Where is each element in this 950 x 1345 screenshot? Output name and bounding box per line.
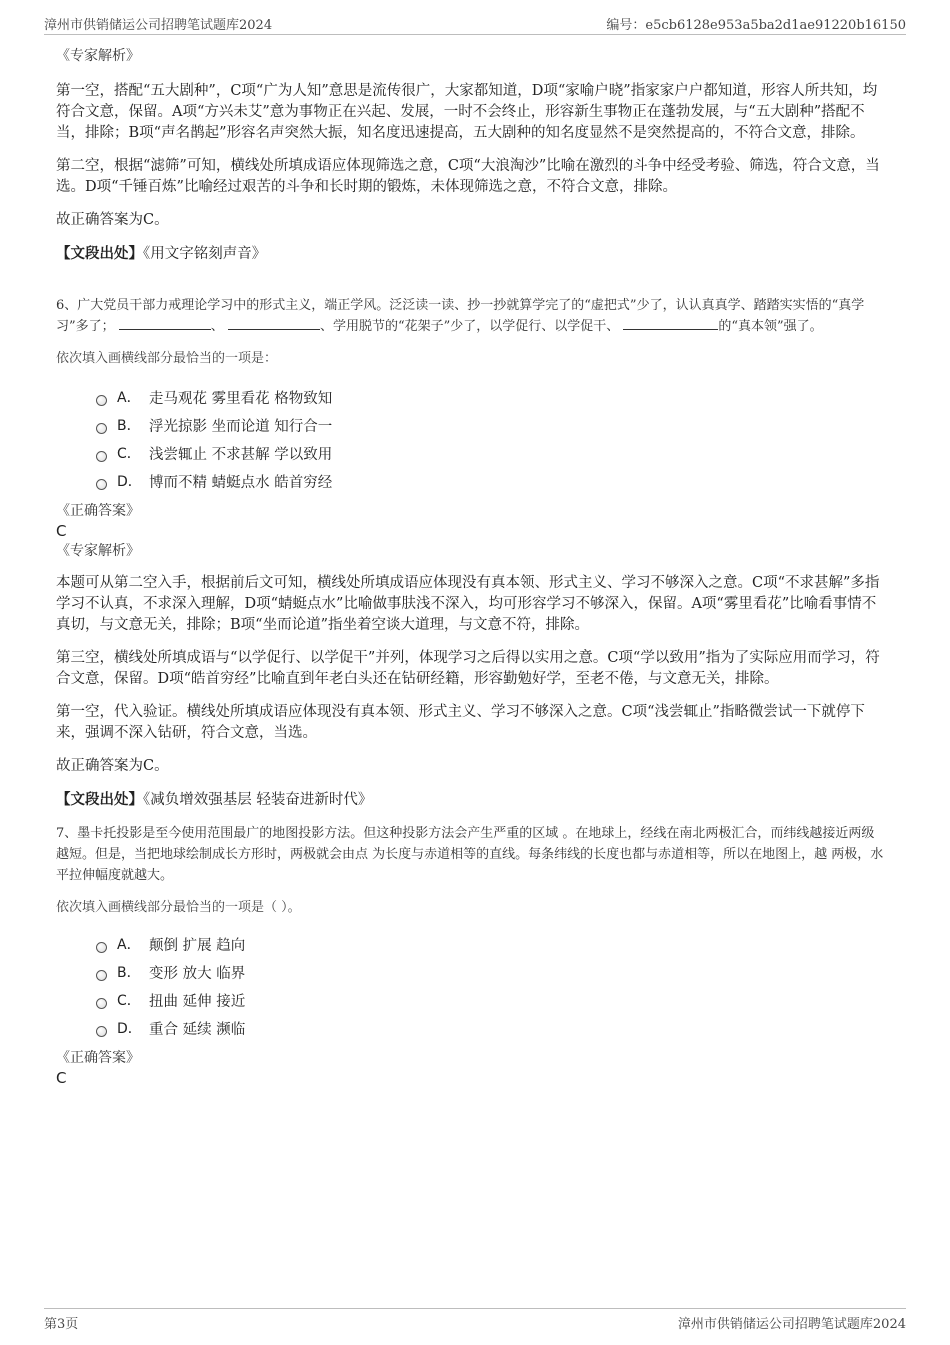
correct-answer-label: 《正确答案》 bbox=[56, 503, 140, 519]
option-letter: D． bbox=[117, 474, 142, 490]
radio-button[interactable] bbox=[96, 1026, 107, 1037]
header-title: 漳州市供销储运公司招聘笔试题库2024 bbox=[44, 18, 273, 33]
conclusion-text: 故正确答案为C。 bbox=[56, 758, 169, 774]
option-letter: B． bbox=[117, 965, 141, 981]
question-text-part: 的“真本领”强了。 bbox=[718, 319, 823, 334]
source-bracket: 【文段出处】 bbox=[56, 245, 143, 262]
radio-button[interactable] bbox=[96, 998, 107, 1009]
option-text: 浅尝辄止 不求甚解 学以致用 bbox=[149, 446, 333, 463]
source-title: 《减负增效强基层 轻装奋进新时代》 bbox=[143, 792, 373, 808]
page-footer bbox=[44, 1308, 906, 1333]
analysis-paragraph: 第一空，搭配“五大剧种”，C项“广为人知”意思是流传很广，大家都知道，D项“家喻户晓”指家家户户都知道，形容人所共知，均符合文意，保留。A项“方兴未艾”意为事物正在兴起、发展，一时不会终止，形容新生事物正在蓬勃发展，与“五大剧种”搭配不当，排除；B项“声名鹊起”形容名声突然大振，知名度迅速提高，五大剧种的知名度显然不是突然提高的，不符合文意，排除。 bbox=[56, 83, 878, 141]
correct-answer: C bbox=[56, 522, 67, 540]
answer-blank bbox=[623, 316, 718, 330]
question-prompt: 依次填入画横线部分最恰当的一项是（ ）。 bbox=[56, 900, 301, 915]
option-letter: B． bbox=[117, 418, 141, 434]
option-letter: C． bbox=[117, 993, 141, 1009]
page-number: 第3页 bbox=[44, 1317, 79, 1332]
analysis-paragraph: 第一空，代入验证。横线处所填成语应体现没有真本领、形式主义、学习不够深入之意。C项“浅尝辄止”指略微尝试一下就停下来，强调不深入钻研，符合文意，当选。 bbox=[56, 704, 865, 741]
question-6-options bbox=[56, 383, 886, 495]
option-c[interactable] bbox=[56, 986, 886, 1014]
option-text: 扭曲 延伸 接近 bbox=[149, 993, 246, 1010]
answer-blank bbox=[228, 316, 320, 330]
radio-button[interactable] bbox=[96, 395, 107, 406]
source-line bbox=[56, 243, 886, 265]
option-text: 浮光掠影 坐而论道 知行合一 bbox=[149, 418, 333, 435]
option-letter: C． bbox=[117, 446, 141, 462]
option-b[interactable] bbox=[56, 958, 886, 986]
radio-button[interactable] bbox=[96, 451, 107, 462]
conclusion-text: 故正确答案为C。 bbox=[56, 212, 169, 228]
question-prompt: 依次填入画横线部分最恰当的一项是： bbox=[56, 351, 278, 366]
option-letter: A． bbox=[117, 937, 141, 953]
radio-button[interactable] bbox=[96, 942, 107, 953]
option-letter: D． bbox=[117, 1021, 142, 1037]
correct-answer-label: 《正确答案》 bbox=[56, 1050, 140, 1066]
expert-analysis-label: 《专家解析》 bbox=[56, 48, 140, 64]
analysis-paragraph: 本题可从第二空入手，根据前后文可知，横线处所填成语应体现没有真本领、形式主义、学习不够深入之意。C项“不求甚解”多指学习不认真，不求深入理解，D项“蜻蜓点水”比喻做事肤浅不深入，均可形容学习不够深入，保留。A项“雾里看花”比喻看事情不真切，与文意无关，排除；B项“坐而论道”指坐着空谈大道理，与文意不符，排除。 bbox=[56, 575, 880, 633]
option-a[interactable] bbox=[56, 383, 886, 411]
answer-blank bbox=[119, 316, 211, 330]
option-text: 变形 放大 临界 bbox=[149, 965, 246, 982]
option-c[interactable] bbox=[56, 439, 886, 467]
radio-button[interactable] bbox=[96, 423, 107, 434]
document-id: 编号：e5cb6128e953a5ba2d1ae91220b16150 bbox=[606, 18, 906, 33]
option-text: 博而不精 蜻蜓点水 皓首穷经 bbox=[149, 474, 333, 491]
expert-analysis-label: 《专家解析》 bbox=[56, 543, 140, 559]
radio-button[interactable] bbox=[96, 970, 107, 981]
question-text-part: 、 bbox=[210, 319, 224, 334]
question-7-options bbox=[56, 930, 886, 1042]
question-7-text: 7、墨卡托投影是至今使用范围最广的地图投影方法。但这种投影方法会产生严重的区域 。在地球上，经线在南北两极汇合，而纬线越接近两级越短。但是，当把地球绘制成长方形时，两极就会由点 为长度与赤道相等的直线。每条纬线的长度也都与赤道相等，所以在地图上，越 两极，水平拉伸幅度就越大。 bbox=[56, 826, 884, 883]
correct-answer: C bbox=[56, 1069, 67, 1087]
option-d[interactable] bbox=[56, 1014, 886, 1042]
option-b[interactable] bbox=[56, 411, 886, 439]
radio-button[interactable] bbox=[96, 479, 107, 490]
page-content bbox=[56, 42, 886, 1088]
option-text: 颠倒 扩展 趋向 bbox=[149, 937, 246, 954]
option-text: 重合 延续 濒临 bbox=[149, 1021, 246, 1038]
page-header bbox=[44, 12, 906, 35]
source-title: 《用文字铭刻声音》 bbox=[143, 246, 267, 262]
option-text: 走马观花 雾里看花 格物致知 bbox=[149, 390, 333, 407]
analysis-paragraph: 第三空，横线处所填成语与“以学促行、以学促干”并列，体现学习之后得以实用之意。C项“学以致用”指为了实际应用而学习，符合文意，保留。D项“皓首穷经”比喻直到年老白头还在钻研经籍，形容勤勉好学，至老不倦，与文意无关，排除。 bbox=[56, 650, 880, 687]
analysis-paragraph: 第二空，根据“滤筛”可知，横线处所填成语应体现筛选之意，C项“大浪淘沙”比喻在激烈的斗争中经受考验、筛选，符合文意，当选。D项“千锤百炼”比喻经过艰苦的斗争和长时期的锻炼，未体现筛选之意，不符合文意，排除。 bbox=[56, 158, 880, 195]
option-letter: A． bbox=[117, 390, 141, 406]
source-bracket: 【文段出处】 bbox=[56, 791, 143, 808]
footer-title: 漳州市供销储运公司招聘笔试题库2024 bbox=[677, 1317, 906, 1332]
question-text-part: 、学用脱节的“花架子”少了，以学促行、以学促干、 bbox=[319, 319, 620, 334]
option-d[interactable] bbox=[56, 467, 886, 495]
question-text-part: 6、广大党员干部力戒理论学习中的形式主义，端正学风。泛泛读一读、抄一抄就算学完了的“虚把式”少了，认认真真学、踏踏实实悟的“真学习”多了； bbox=[56, 298, 865, 334]
question-6-text bbox=[56, 295, 886, 337]
option-a[interactable] bbox=[56, 930, 886, 958]
source-line bbox=[56, 789, 886, 811]
